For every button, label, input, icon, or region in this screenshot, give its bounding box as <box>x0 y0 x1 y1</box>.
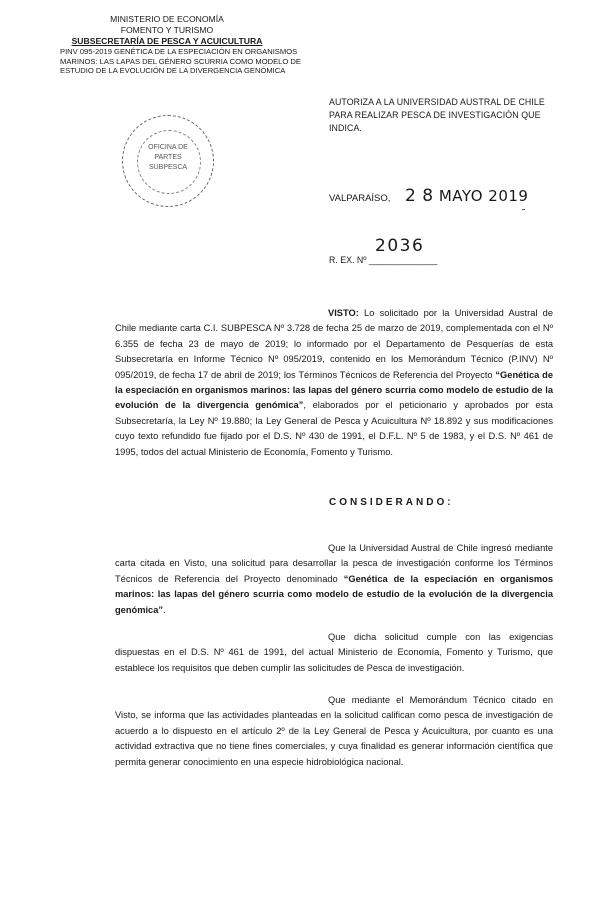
date-month: MAYO <box>438 187 484 205</box>
undersecretariat-name: SUBSECRETARÍA DE PESCA Y ACUICULTURA <box>71 36 263 46</box>
p1-text-2: . <box>163 604 166 615</box>
p3-text: Que mediante el Memorándum Técnico citado en Visto, se informa que las actividades planteadas en la solicitud califican como pesca de investigación de acuerdo a lo dispuesto en el artículo 2º de la Ley General de Pesca y Acuicultura, por cuanto es una actividad extractiva que no tiene fines comerciales, y cuya finalidad es generar información científica que permita generar conocimiento en una especie hidrobiológica nacional. <box>115 695 553 767</box>
visto-label: VISTO: <box>328 308 359 318</box>
date-year: 2019 <box>488 187 529 205</box>
considerando-paragraph-2 <box>115 630 553 676</box>
resolution-date <box>405 186 528 206</box>
resolution-label: R. EX. Nº ______________ <box>329 255 438 265</box>
place-label: VALPARAÍSO, <box>329 193 391 204</box>
stamp-line-3: SUBPESCA <box>148 164 188 171</box>
ministry-name: MINISTERIO DE ECONOMÍA <box>110 14 224 24</box>
stamp-line-2: PARTES <box>154 154 182 161</box>
resolution-subject: AUTORIZA A LA UNIVERSIDAD AUSTRAL DE CHILE PARA REALIZAR PESCA DE INVESTIGACIÓN QUE INDICA. <box>329 97 545 133</box>
date-day: 2 8 <box>405 186 434 206</box>
project-ref-line-3: ESTUDIO DE LA EVOLUCIÓN DE LA DIVERGENCIA GENÓMICA <box>60 66 286 75</box>
stamp-inner-ring <box>137 130 201 194</box>
ministry-subtitle: FOMENTO Y TURISMO <box>120 25 214 35</box>
considerando-heading: CONSIDERANDO: <box>329 497 454 508</box>
letterhead <box>60 14 301 76</box>
visto-text-1: Lo solicitado por la Universidad Austral de Chile mediante carta C.I. SUBPESCA Nº 3.728 de fecha 25 de marzo de 2019, complementada con el Nº 6.355 de fecha 23 de mayo de 2019; lo informado por el Departamento de Pesquerías de esta Subsecretaría en Informe Técnico Nº 095/2019, contenido en los Memorándum Técnico (P.INV) Nº 095/2019, de fecha 17 de abril de 2019; los Términos Técnicos de Referencia del Proyecto <box>115 308 553 380</box>
project-ref-line-2: MARINOS: LAS LAPAS DEL GÉNERO SCURRIA COMO MODELO DE <box>60 56 301 66</box>
considerando-paragraph-1 <box>115 541 553 618</box>
considerando-paragraph-3 <box>115 693 553 770</box>
visto-project-title: “Genética de la especiación en organismos marinos: las lapas del género scurria como modelo de estudio de la evolución de la divergencia genómica” <box>115 369 553 411</box>
p1-project-title: “Genética de la especiación en organismos marinos: las lapas del género scurria como modelo de estudio de la evolución de la divergencia genómica” <box>115 573 553 615</box>
office-stamp <box>122 115 214 207</box>
visto-paragraph <box>115 306 553 460</box>
stamp-line-1: OFICINA DE <box>148 144 188 151</box>
resolution-number: 2036 <box>375 236 425 256</box>
project-ref-line-1: PINV 095-2019 GENÉTICA DE LA ESPECIACIÓN EN ORGANISMOS <box>60 47 298 56</box>
date-mark <box>522 209 525 210</box>
p2-text: Que dicha solicitud cumple con las exigencias dispuestas en el D.S. Nº 461 de 1991, del actual Ministerio de Economía, Fomento y Turismo, que establece los requisitos que deben cumplir las solicitudes de Pesca de investigación. <box>115 632 553 673</box>
visto-text-2: , elaborados por el peticionario y aprobados por esta Subsecretaría, la Ley Nº 19.880; la Ley General de Pesca y Acuicultura Nº 18.892 y sus modificaciones cuyo texto refundido fue fijado por el D.S. Nº 430 de 1991, el D.F.L. Nº 5 de 1983, y el D.S. Nº 461 de 1995, todos del actual Ministerio de Economía, Fomento y Turismo. <box>115 400 553 457</box>
p1-text-1: Que la Universidad Austral de Chile ingresó mediante carta citada en Visto, una solicitud para desarrollar la pesca de investigación conforme los Términos Técnicos de Referencia del Proyecto denominado <box>115 543 553 584</box>
